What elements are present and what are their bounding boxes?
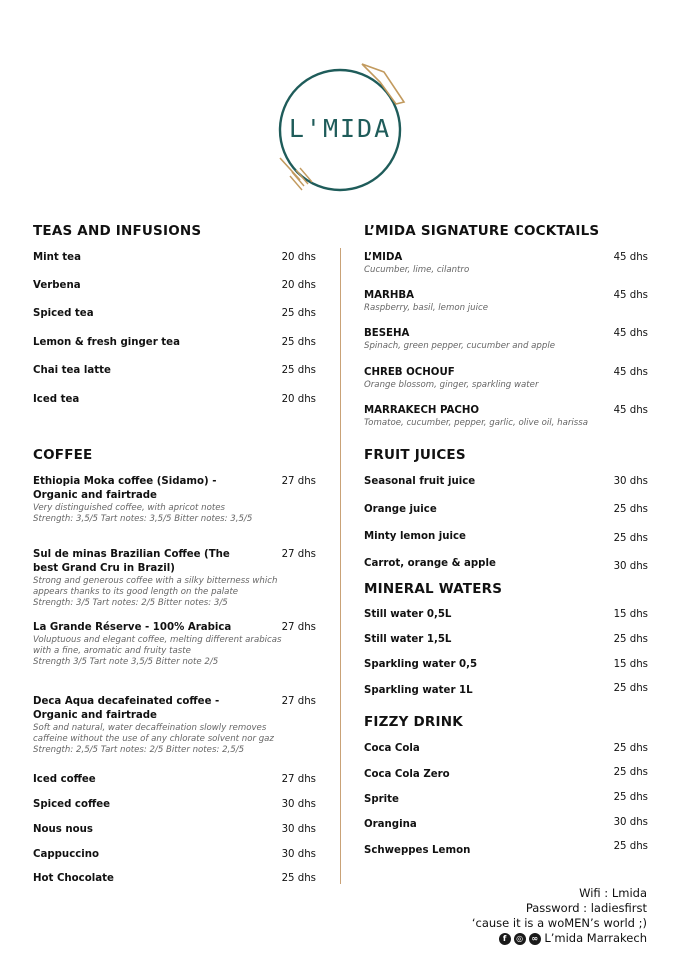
item-name: Coca Cola xyxy=(364,743,420,754)
item-price: 25 dhs xyxy=(613,683,648,694)
item-name: Carrot, orange & apple xyxy=(364,558,496,569)
item-name: Seasonal fruit juice xyxy=(364,476,476,487)
item-price: 45 dhs xyxy=(613,290,648,301)
item-price: 20 dhs xyxy=(281,252,316,263)
item-name: Cappuccino xyxy=(33,849,100,860)
social-row xyxy=(472,931,647,946)
item-description: Voluptuous and elegant coffee, melting different arabicas with a fine, aromatic and fruity taste xyxy=(33,635,282,656)
item-price: 30 dhs xyxy=(281,799,316,810)
item-tasting-notes: Strength 3/5 Tart note 3,5/5 Bitter note 2/5 xyxy=(33,657,219,667)
item-name: MARRAKECH PACHO xyxy=(364,405,480,416)
menu-item xyxy=(33,872,316,886)
menu-item xyxy=(33,307,316,321)
item-price: 45 dhs xyxy=(613,252,648,263)
menu-item xyxy=(33,364,316,378)
item-description: Cucumber, lime, cilantro xyxy=(364,265,470,275)
item-price: 45 dhs xyxy=(613,367,648,378)
item-price: 25 dhs xyxy=(613,792,648,803)
menu-item xyxy=(33,279,316,293)
item-description: Orange blossom, ginger, sparkling water xyxy=(364,380,539,390)
menu-item xyxy=(33,621,316,668)
menu-item xyxy=(364,658,648,672)
item-price: 25 dhs xyxy=(613,504,648,515)
item-price: 25 dhs xyxy=(613,533,648,544)
item-price: 25 dhs xyxy=(613,841,648,852)
item-name: Lemon & fresh ginger tea xyxy=(33,337,180,348)
menu-item xyxy=(364,251,648,276)
item-price: 20 dhs xyxy=(281,394,316,405)
item-name: BESEHA xyxy=(364,328,410,339)
item-tasting-notes: Strength: 3/5 Tart notes: 2/5 Bitter notes: 3/5 xyxy=(33,598,228,608)
tagline-text: ‘cause it is a woMEN’s world ;) xyxy=(471,916,647,930)
item-name: Hot Chocolate xyxy=(33,873,114,884)
item-price: 27 dhs xyxy=(281,774,316,785)
item-price: 15 dhs xyxy=(613,609,648,620)
item-name: Mint tea xyxy=(33,252,81,263)
item-name: Coca Cola Zero xyxy=(364,769,450,780)
item-price: 27 dhs xyxy=(281,622,316,633)
instagram-icon[interactable]: ◎ xyxy=(514,933,526,945)
menu-item xyxy=(364,503,648,517)
menu-item xyxy=(33,251,316,265)
item-description: Tomatoe, cucumber, pepper, garlic, olive oil, harissa xyxy=(364,418,588,428)
menu-item xyxy=(364,793,648,807)
item-name: Verbena xyxy=(33,280,81,291)
tripadvisor-icon[interactable]: ∞ xyxy=(529,933,541,945)
item-price: 25 dhs xyxy=(281,365,316,376)
footer xyxy=(472,886,647,946)
item-price: 25 dhs xyxy=(613,634,648,645)
item-price: 30 dhs xyxy=(613,476,648,487)
menu-item xyxy=(364,404,648,429)
item-price: 27 dhs xyxy=(281,476,316,487)
item-description: Very distinguished coffee, with apricot notes xyxy=(33,503,225,513)
item-name: Ethiopia Moka coffee (Sidamo) - Organic and fairtrade xyxy=(33,476,217,501)
menu-item xyxy=(33,848,316,862)
item-name: Orange juice xyxy=(364,504,437,515)
password-text: Password : ladiesfirst xyxy=(525,901,647,915)
menu-item xyxy=(364,818,648,832)
item-name: Iced tea xyxy=(33,394,80,405)
item-name: Still water 1,5L xyxy=(364,634,452,645)
item-price: 30 dhs xyxy=(613,817,648,828)
item-name: Iced coffee xyxy=(33,774,96,785)
item-name: Orangina xyxy=(364,819,417,830)
item-name: Still water 0,5L xyxy=(364,609,452,620)
item-price: 27 dhs xyxy=(281,549,316,560)
item-description: Spinach, green pepper, cucumber and apple xyxy=(364,341,556,351)
item-tasting-notes: Strength: 2,5/5 Tart notes: 2/5 Bitter notes: 2,5/5 xyxy=(33,745,245,755)
logo-wordmark: L'MIDA xyxy=(288,114,392,143)
item-name: Schweppes Lemon xyxy=(364,845,471,856)
item-name: Sparkling water 0,5 xyxy=(364,659,478,670)
section-title-teas: TEAS AND INFUSIONS xyxy=(33,223,202,239)
menu-item xyxy=(33,475,316,525)
item-price: 25 dhs xyxy=(281,337,316,348)
item-price: 15 dhs xyxy=(613,659,648,670)
menu-item xyxy=(364,289,648,314)
menu-item xyxy=(33,798,316,812)
section-title-juices: FRUIT JUICES xyxy=(364,447,466,463)
menu-item xyxy=(33,336,316,350)
section-title-coffee: COFFEE xyxy=(33,447,93,463)
item-description: Strong and generous coffee with a silky bitterness which appears thanks to its good length on the palate xyxy=(33,576,278,597)
item-price: 25 dhs xyxy=(613,767,648,778)
social-icons xyxy=(499,933,541,945)
item-price: 25 dhs xyxy=(613,743,648,754)
item-name: Sul de minas Brazilian Coffee (The best Grand Cru in Brazil) xyxy=(33,549,230,574)
item-price: 25 dhs xyxy=(281,873,316,884)
section-title-cocktails: L’MIDA SIGNATURE COCKTAILS xyxy=(364,223,600,239)
item-price: 30 dhs xyxy=(281,849,316,860)
item-price: 25 dhs xyxy=(281,308,316,319)
menu-item xyxy=(364,530,648,544)
menu-item xyxy=(33,823,316,837)
menu-item xyxy=(33,393,316,407)
menu-item xyxy=(364,327,648,352)
section-title-fizzy: FIZZY DRINK xyxy=(364,714,463,730)
menu-item xyxy=(364,841,648,858)
item-name: Minty lemon juice xyxy=(364,531,466,542)
menu-item xyxy=(364,366,648,391)
menu-item xyxy=(33,773,316,787)
item-tasting-notes: Strength: 3,5/5 Tart notes: 3,5/5 Bitter notes: 3,5/5 xyxy=(33,514,253,524)
item-price: 20 dhs xyxy=(281,280,316,291)
menu-item xyxy=(364,557,648,571)
item-description: Raspberry, basil, lemon juice xyxy=(364,303,489,313)
menu-item xyxy=(33,548,316,609)
item-name: Chai tea latte xyxy=(33,365,111,376)
item-price: 27 dhs xyxy=(281,696,316,707)
wifi-text: Wifi : Lmida xyxy=(579,886,647,900)
item-name: La Grande Réserve - 100% Arabica xyxy=(33,622,232,633)
item-price: 45 dhs xyxy=(613,405,648,416)
logo xyxy=(272,62,408,198)
section-title-waters: MINERAL WATERS xyxy=(364,581,503,597)
item-price: 45 dhs xyxy=(613,328,648,339)
facebook-icon[interactable]: f xyxy=(499,933,511,945)
menu-item xyxy=(364,684,648,698)
item-price: 30 dhs xyxy=(613,561,648,572)
item-name: Spiced coffee xyxy=(33,799,111,810)
item-description: Soft and natural, water decaffeination slowly removes caffeine without the use of any chlorate solvent nor gaz xyxy=(33,723,274,744)
menu-item xyxy=(33,695,316,756)
item-name: Spiced tea xyxy=(33,308,94,319)
item-name: Sprite xyxy=(364,794,399,805)
menu-item xyxy=(364,768,648,782)
menu-item xyxy=(364,742,648,756)
item-name: MARHBA xyxy=(364,290,415,301)
menu-item xyxy=(364,633,648,647)
item-name: Nous nous xyxy=(33,824,93,835)
item-name: Sparkling water 1L xyxy=(364,685,473,696)
column-divider xyxy=(340,248,341,884)
menu-item xyxy=(364,608,648,622)
item-name: Deca Aqua decafeinated coffee - Organic and fairtrade xyxy=(33,696,220,721)
item-price: 30 dhs xyxy=(281,824,316,835)
menu-item xyxy=(364,475,648,489)
item-name: CHREB OCHOUF xyxy=(364,367,455,378)
social-name: L’mida Marrakech xyxy=(544,931,647,945)
item-name: L’MIDA xyxy=(364,252,403,263)
